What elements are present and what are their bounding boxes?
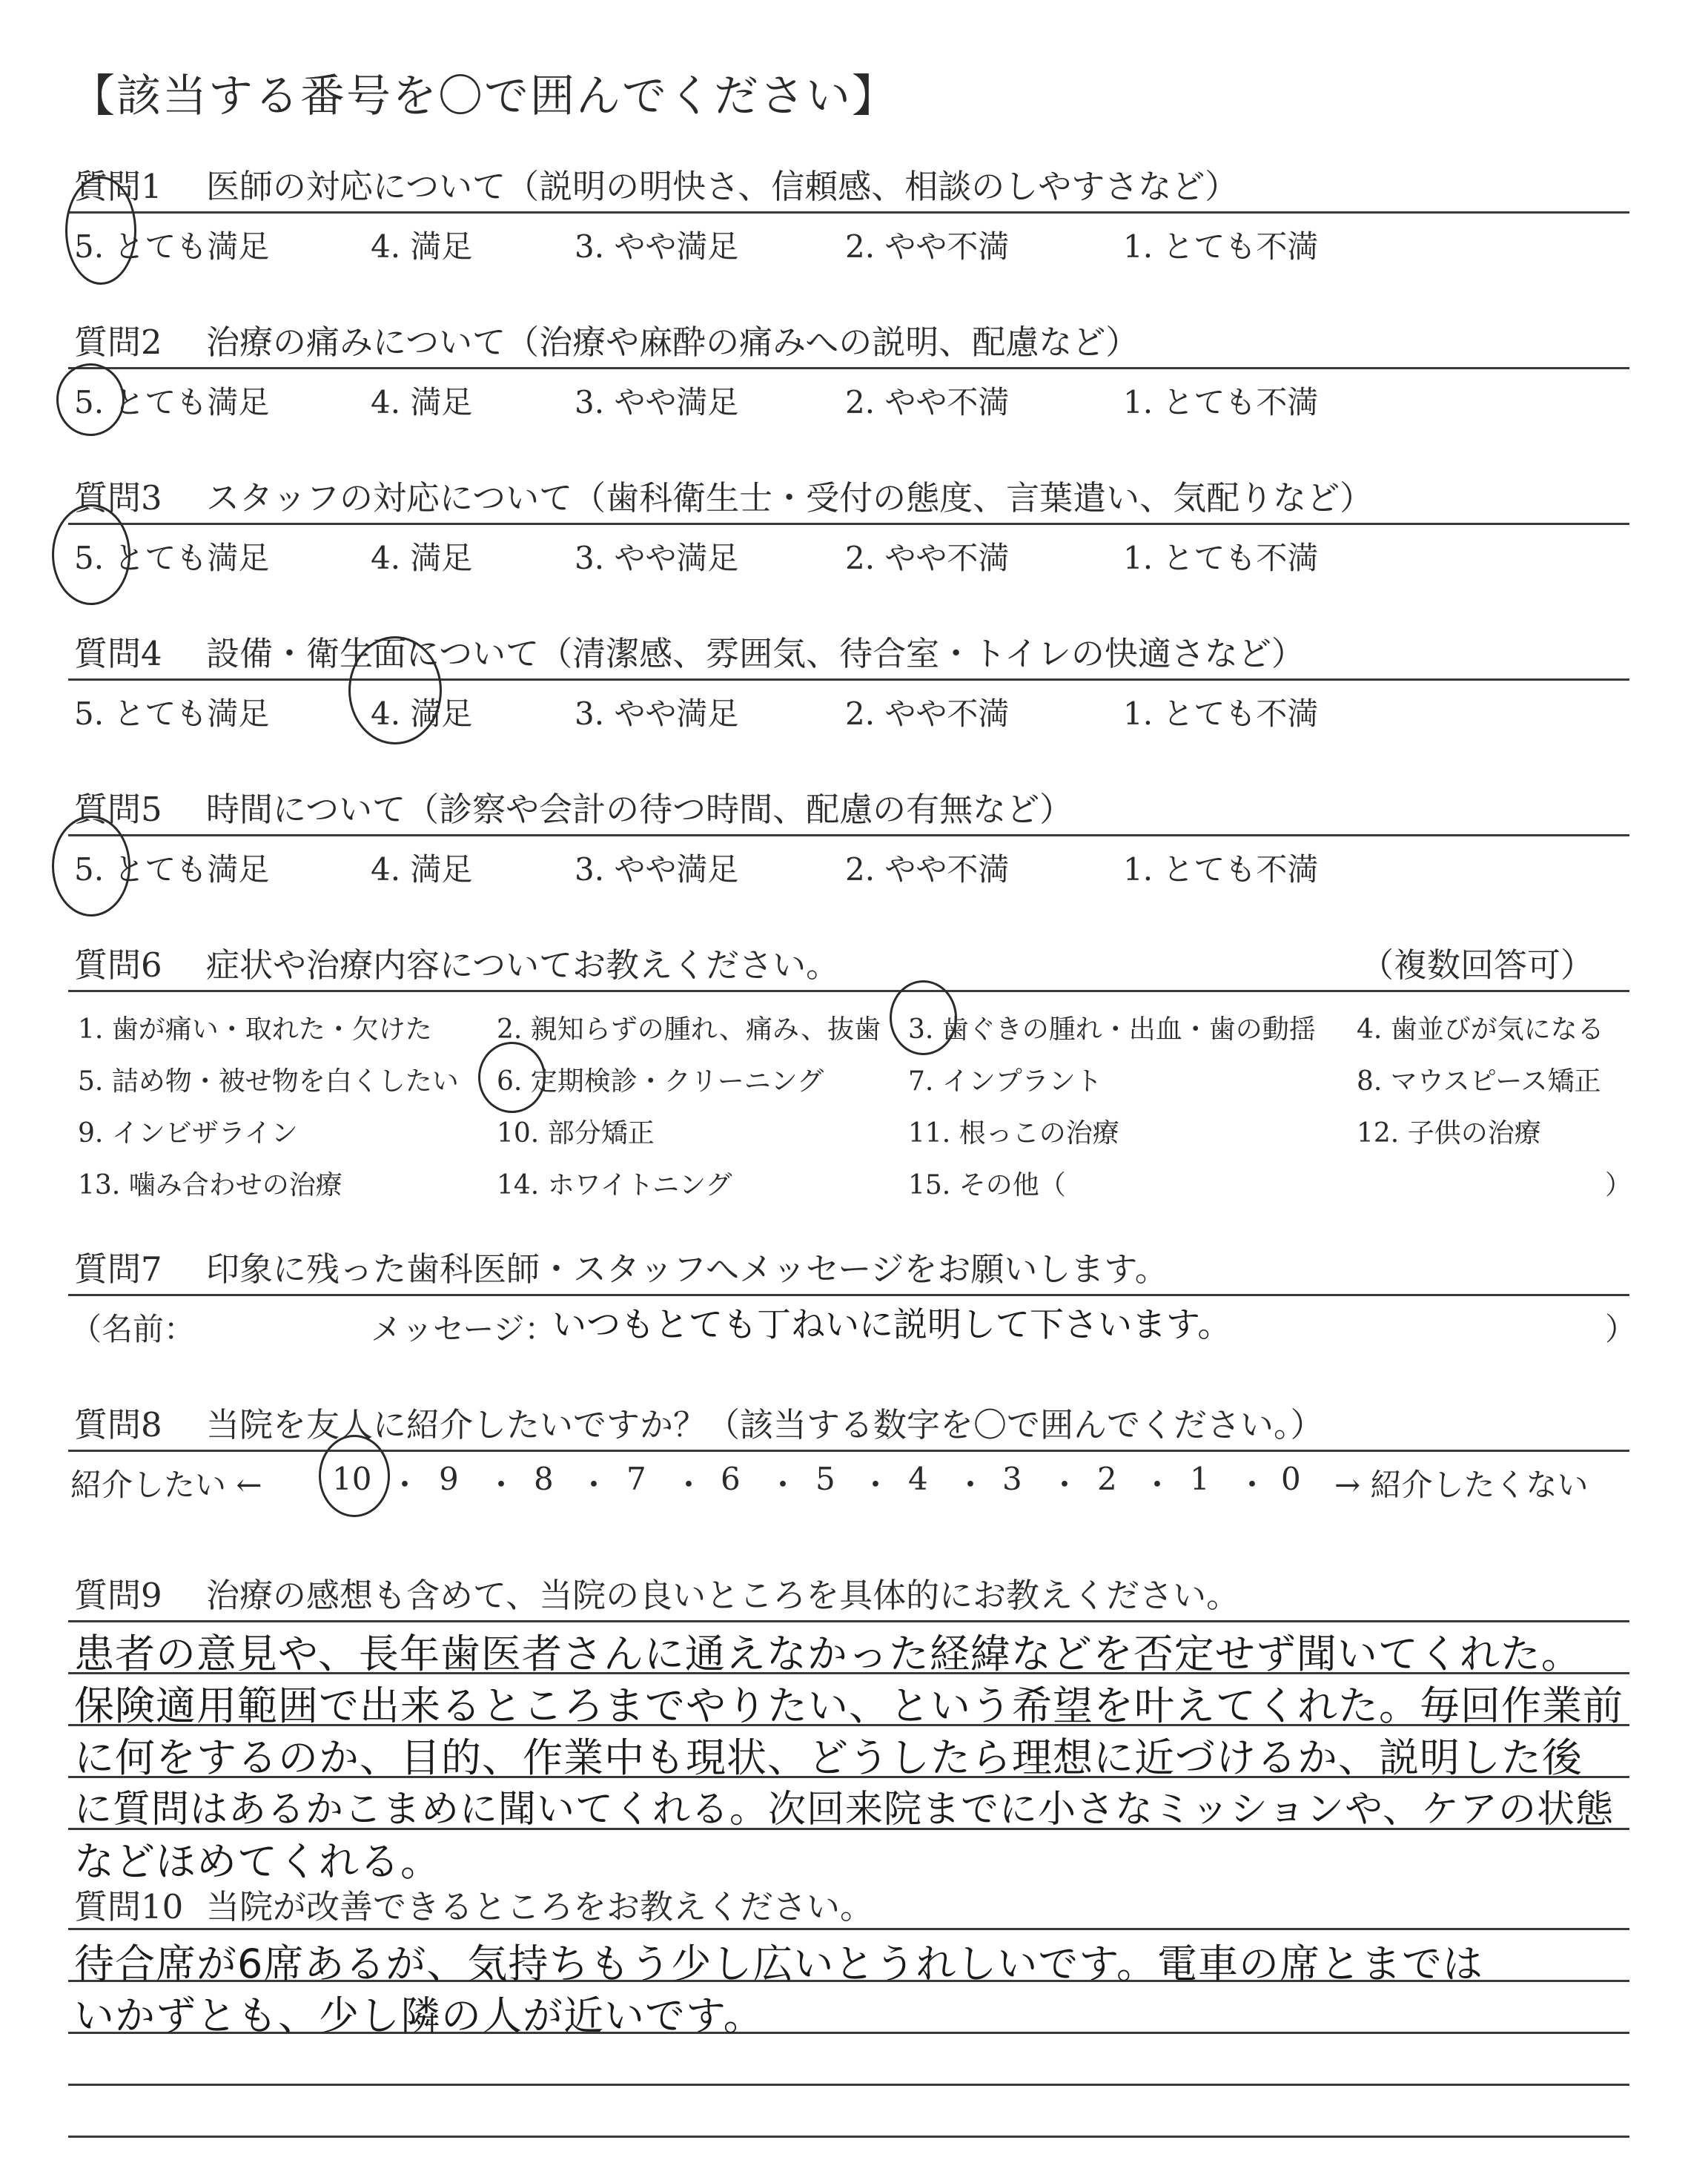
q6-note: （複数回答可） (1360, 945, 1595, 985)
q8-dot: ・ (578, 1467, 610, 1503)
q8-number-2[interactable]: 2 (1097, 1461, 1117, 1497)
q3-option-1[interactable]: 1. とても不満 (1123, 540, 1319, 576)
q10-rule-1 (68, 1928, 1629, 1930)
q4-option-5[interactable]: 5. とても満足 (74, 696, 270, 732)
q1-option-1[interactable]: 1. とても不満 (1123, 228, 1319, 265)
form-title: 【該当する番号を〇で囲んでください】 (70, 70, 898, 122)
q4-text: 設備・衛生面について（清潔感、雰囲気、待合室・トイレの快適さなど） (206, 634, 1305, 673)
q8-number-3[interactable]: 3 (1002, 1461, 1022, 1497)
q10-rule-5 (68, 2136, 1629, 2138)
q3-option-2[interactable]: 2. やや不満 (845, 540, 1010, 576)
q7-underline (68, 1294, 1629, 1296)
q6-option-6[interactable]: 6. 定期検診・クリーニング (497, 1066, 824, 1097)
q2-selection-circle (56, 363, 125, 436)
q1-label: 質問1 (74, 167, 162, 206)
q5-selection-circle (52, 816, 130, 916)
q6-option-11[interactable]: 11. 根っこの治療 (908, 1118, 1119, 1149)
q7-label: 質問7 (74, 1249, 162, 1289)
q8-number-5[interactable]: 5 (815, 1461, 835, 1497)
q5-option-2[interactable]: 2. やや不満 (845, 851, 1010, 888)
q3-label: 質問3 (74, 478, 162, 518)
q4-option-2[interactable]: 2. やや不満 (845, 696, 1010, 732)
q8-text: 当院を友人に紹介したいですか？（該当する数字を〇で囲んでください。） (206, 1405, 1324, 1444)
q8-number-4[interactable]: 4 (908, 1461, 928, 1497)
q4-underline (68, 678, 1629, 681)
q2-option-5[interactable]: 5. とても満足 (74, 384, 270, 420)
q9-answer-line-5[interactable]: などほめてくれる。 (74, 1838, 441, 1885)
q9-text: 治療の感想も含めて、当院の良いところを具体的にお教えください。 (206, 1576, 1240, 1615)
q8-number-8[interactable]: 8 (534, 1461, 554, 1497)
q6-option-7[interactable]: 7. インプラント (908, 1066, 1102, 1097)
q6-option-3[interactable]: 3. 歯ぐきの腫れ・出血・歯の動揺 (908, 1014, 1316, 1045)
q8-dot: ・ (860, 1467, 892, 1503)
q8-right-label: → 紹介したくない (1334, 1467, 1589, 1503)
q3-option-3[interactable]: 3. やや満足 (575, 540, 739, 576)
q3-option-4[interactable]: 4. 満足 (371, 540, 473, 576)
q8-number-9[interactable]: 9 (439, 1461, 459, 1497)
q6-option-9[interactable]: 9. インビザライン (78, 1118, 298, 1149)
q5-option-5[interactable]: 5. とても満足 (74, 851, 270, 888)
q10-text: 当院が改善できるところをお教えください。 (206, 1887, 874, 1926)
q6-option-5[interactable]: 5. 詰め物・被せ物を白くしたい (78, 1066, 459, 1097)
q8-number-6[interactable]: 6 (721, 1461, 741, 1497)
q8-label: 質問8 (74, 1405, 162, 1444)
q2-underline (68, 367, 1629, 369)
q4-option-1[interactable]: 1. とても不満 (1123, 696, 1319, 732)
q8-underline (68, 1450, 1629, 1452)
q2-option-3[interactable]: 3. やや満足 (575, 384, 739, 420)
q9-answer-line-2[interactable]: 保険適用範囲で出来るところまでやりたい、という希望を叶えてくれた。毎回作業前 (74, 1682, 1623, 1729)
q7-message-handwritten[interactable]: いつもとても丁ねいに説明して下さいます。 (552, 1304, 1232, 1344)
q6-selection-circle-6 (478, 1042, 546, 1113)
q5-label: 質問5 (74, 790, 162, 829)
q1-option-4[interactable]: 4. 満足 (371, 228, 473, 265)
q7-message-label: メッセージ： (371, 1311, 556, 1347)
q6-option-14[interactable]: 14. ホワイトニング (497, 1170, 732, 1200)
q4-label: 質問4 (74, 634, 162, 673)
q7-text: 印象に残った歯科医師・スタッフへメッセージをお願いします。 (206, 1249, 1168, 1289)
q8-dot: ・ (389, 1467, 421, 1503)
q5-text: 時間について（診察や会計の待つ時間、配慮の有無など） (206, 790, 1073, 829)
q6-option-15[interactable]: 15. その他（ (908, 1170, 1066, 1200)
q2-text: 治療の痛みについて（治療や麻酔の痛みへの説明、配慮など） (206, 323, 1139, 362)
q4-option-3[interactable]: 3. やや満足 (575, 696, 739, 732)
q8-selection-circle (319, 1435, 390, 1517)
q8-number-1[interactable]: 1 (1190, 1461, 1210, 1497)
q10-answer-line-2[interactable]: いかずとも、少し隣の人が近いです。 (74, 1992, 764, 2039)
q5-underline (68, 834, 1629, 836)
q1-option-3[interactable]: 3. やや満足 (575, 228, 739, 265)
q6-option-13[interactable]: 13. 噛み合わせの治療 (78, 1170, 342, 1200)
q3-selection-circle (52, 504, 130, 605)
q2-option-2[interactable]: 2. やや不満 (845, 384, 1010, 420)
q6-text: 症状や治療内容についてお教えください。 (206, 945, 840, 985)
q8-dot: ・ (955, 1467, 987, 1503)
q1-text: 医師の対応について（説明の明快さ、信頼感、相談のしやすさなど） (206, 167, 1239, 206)
q7-close: ） (1605, 1311, 1637, 1347)
q1-option-2[interactable]: 2. やや不満 (845, 228, 1010, 265)
q3-text: スタッフの対応について（歯科衛生士・受付の態度、言葉遣い、気配りなど） (206, 478, 1374, 518)
q8-left-label: 紹介したい ← (70, 1467, 262, 1503)
q4-selection-circle (348, 636, 442, 744)
q9-label: 質問9 (74, 1576, 162, 1615)
q10-label: 質問10 (74, 1887, 184, 1926)
q10-answer-line-1[interactable]: 待合席が6席あるが、気持ちもう少し広いとうれしいです。電車の席とまでは (74, 1941, 1484, 1987)
q10-rule-4 (68, 2084, 1629, 2086)
q1-underline (68, 211, 1629, 214)
q5-option-3[interactable]: 3. やや満足 (575, 851, 739, 888)
q8-dot: ・ (1142, 1467, 1174, 1503)
q2-option-1[interactable]: 1. とても不満 (1123, 384, 1319, 420)
q5-option-4[interactable]: 4. 満足 (371, 851, 473, 888)
q6-option-15-close: ） (1605, 1170, 1632, 1200)
q1-option-5[interactable]: 5. とても満足 (74, 228, 270, 265)
q5-option-1[interactable]: 1. とても不満 (1123, 851, 1319, 888)
q7-name-label: （名前： (70, 1311, 196, 1347)
q6-option-10[interactable]: 10. 部分矯正 (497, 1118, 655, 1149)
q6-option-8[interactable]: 8. マウスピース矯正 (1357, 1066, 1601, 1097)
q2-label: 質問2 (74, 323, 162, 362)
q9-answer-line-3[interactable]: に何をするのか、目的、作業中も現状、どうしたら理想に近づけるか、説明した後 (74, 1734, 1583, 1781)
q9-answer-line-4[interactable]: に質問はあるかこまめに聞いてくれる。次回来院までに小さなミッションや、ケアの状態 (74, 1788, 1614, 1832)
q8-dot: ・ (1237, 1467, 1268, 1503)
q4-option-4[interactable]: 4. 満足 (371, 696, 473, 732)
q6-option-2[interactable]: 2. 親知らずの腫れ、痛み、抜歯 (497, 1014, 881, 1045)
q8-dot: ・ (767, 1467, 799, 1503)
q3-underline (68, 523, 1629, 525)
q8-number-10[interactable]: 10 (332, 1461, 372, 1497)
q2-option-4[interactable]: 4. 満足 (371, 384, 473, 420)
q8-dot: ・ (486, 1467, 517, 1503)
q6-option-12[interactable]: 12. 子供の治療 (1357, 1118, 1541, 1149)
q8-dot: ・ (1049, 1467, 1081, 1503)
q6-option-1[interactable]: 1. 歯が痛い・取れた・欠けた (78, 1014, 432, 1045)
q9-answer-line-1[interactable]: 患者の意見や、長年歯医者さんに通えなかった経緯などを否定せず聞いてくれた。 (74, 1631, 1582, 1677)
q8-dot: ・ (673, 1467, 705, 1503)
q8-number-0[interactable]: 0 (1281, 1461, 1301, 1497)
q6-underline (68, 990, 1629, 992)
q8-number-7[interactable]: 7 (626, 1461, 646, 1497)
q1-selection-circle (65, 176, 136, 285)
q6-label: 質問6 (74, 945, 162, 985)
q6-selection-circle-3 (890, 980, 957, 1055)
q6-option-4[interactable]: 4. 歯並びが気になる (1357, 1014, 1604, 1045)
q3-option-5[interactable]: 5. とても満足 (74, 540, 270, 576)
